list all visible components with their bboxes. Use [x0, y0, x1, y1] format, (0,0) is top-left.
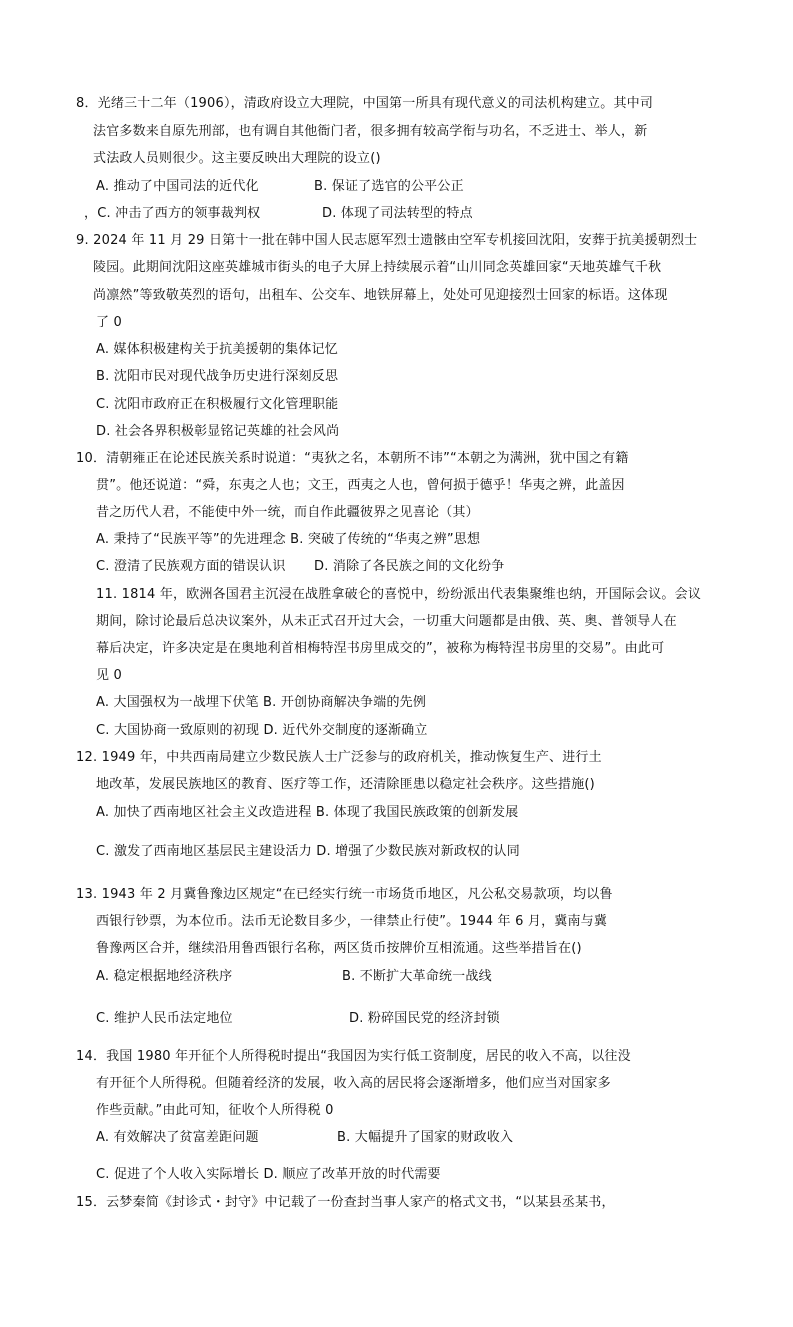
q9-option-d: D. 社会各界积极彰显铭记英雄的社会风尚 [96, 424, 340, 439]
q11-option-ab: A. 大国强权为一战埋下伏笔 B. 开创协商解决争端的先例 [96, 695, 427, 710]
q12-option-ab: A. 加快了西南地区社会主义改造进程 B. 体现了我国民族政策的创新发展 [96, 805, 519, 820]
q13-stem-line1: 13. 1943 年 2 月冀鲁豫边区规定“在已经实行统一市场货币地区，凡公私交易款项，均以鲁 [76, 887, 613, 902]
q9-option-a: A. 媒体积极建构关于抗美援朝的集体记忆 [96, 342, 338, 357]
q9-stem-line1: 9. 2024 年 11 月 29 日第十一批在韩中国人民志愿军烈士遗骸由空军专机接回沈阳，安葬于抗美援朝烈士 [76, 233, 698, 248]
q10-stem-line3: 昔之历代人君，不能使中外一统，而自作此疆彼界之见喜论（其） [96, 505, 479, 520]
q14-option-b: B. 大幅提升了国家的财政收入 [337, 1130, 514, 1145]
q9-option-c: C. 沈阳市政府正在积极履行文化管理职能 [96, 397, 339, 412]
q10-option-d: D. 消除了各民族之间的文化纷争 [314, 559, 505, 574]
q14-stem-line2: 有开征个人所得税。但随着经济的发展，收入高的居民将会逐渐增多，他们应当对国家多 [96, 1076, 611, 1091]
q8-option-a: A. 推动了中国司法的近代化 [96, 179, 259, 194]
q11-stem-line3: 幕后决定，许多决定是在奥地利首相梅特涅书房里成交的”，被称为梅特涅书房里的交易”。由此可 [96, 641, 665, 656]
q13-stem-line2: 西银行钞票，为本位币。法币无论数目多少，一律禁止行使”。1944 年 6 月，冀南与冀 [96, 914, 608, 929]
q15-stem-line1: 15．云梦秦简《封诊式・封守》中记载了一份查封当事人家产的格式文书，“以某县丞某书， [76, 1195, 615, 1210]
q8-option-b: B. 保证了选官的公平公正 [314, 179, 464, 194]
q11-option-cd: C. 大国协商一致原则的初现 D. 近代外交制度的逐渐确立 [96, 723, 428, 738]
q10-option-c: C. 澄清了民族观方面的错误认识 [96, 559, 286, 574]
q12-stem-line1: 12. 1949 年，中共西南局建立少数民族人士广泛参与的政府机关，推动恢复生产、进行土 [76, 750, 602, 765]
q8-option-c: ，C. 冲击了西方的领事裁判权 [84, 206, 261, 221]
q8-option-d: D. 体现了司法转型的特点 [322, 206, 473, 221]
q10-option-ab: A. 秉持了“民族平等”的先进理念 B. 突破了传统的“华夷之辨”思想 [96, 532, 481, 547]
q11-stem-line1: 11. 1814 年，欧洲各国君主沉浸在战胜拿破仑的喜悦中，纷纷派出代表集聚维也纳，开国际会议。会议 [96, 587, 702, 602]
q9-stem-line2: 陵园。此期间沈阳这座英雄城市街头的电子大屏上持续展示着“山川同念英雄回家“天地英雄气千秋 [93, 260, 662, 275]
q13-option-c: C. 维护人民币法定地位 [96, 1011, 233, 1026]
q12-stem-line2: 地改革，发展民族地区的教育、医疗等工作，还清除匪患以稳定社会秩序。这些措施() [96, 777, 595, 792]
q13-option-a: A. 稳定根据地经济秩序 [96, 969, 233, 984]
q11-stem-line4: 见 0 [96, 668, 123, 683]
q8-stem-line3: 式法政人员则很少。这主要反映出大理院的设立() [93, 151, 381, 166]
q9-option-b: B. 沈阳市民对现代战争历史进行深刻反思 [96, 369, 339, 384]
q9-stem-line3: 尚凛然”等致敬英烈的语句，出租车、公交车、地铁屏幕上，处处可见迎接烈士回家的标语。这体现 [93, 288, 668, 303]
q12-option-cd: C. 激发了西南地区基层民主建设活力 D. 增强了少数民族对新政权的认同 [96, 844, 520, 859]
q14-stem-line1: 14．我国 1980 年开征个人所得税时提出“我国因为实行低工资制度，居民的收入不高，以往没 [76, 1049, 631, 1064]
q11-stem-line2: 期间，除讨论最后总决议案外，从未正式召开过大会，一切重大问题都是由俄、英、奥、普领导人在 [96, 614, 677, 629]
q13-option-b: B. 不断扩大革命统一战线 [342, 969, 492, 984]
q13-option-d: D. 粉碎国民党的经济封锁 [349, 1011, 500, 1026]
q14-stem-line3: 作些贡献。”由此可知，征收个人所得税 0 [96, 1103, 334, 1118]
q8-stem-line2: 法官多数来自原先刑部，也有调自其他衙门者，很多拥有较高学衔与功名，不乏进士、举人，新 [93, 124, 648, 139]
q10-stem-line1: 10．清朝雍正在论述民族关系时说道：“夷狄之名，本朝所不讳”“本朝之为满洲，犹中国之有籍 [76, 451, 629, 466]
q10-stem-line2: 贯”。他还说道：“舜，东夷之人也；文王，西夷之人也，曾何损于德乎！华夷之辨，此盖因 [96, 478, 625, 493]
q9-stem-line4: 了 0 [96, 315, 123, 330]
q13-stem-line3: 鲁豫两区合并，继续沿用鲁西银行名称，两区货币按牌价互相流通。这些举措旨在() [96, 941, 582, 956]
q14-option-cd: C. 促进了个人收入实际增长 D. 顺应了改革开放的时代需要 [96, 1167, 441, 1182]
q14-option-a: A. 有效解决了贫富差距问题 [96, 1130, 259, 1145]
q8-stem-line1: 8．光绪三十二年（1906），清政府设立大理院，中国第一所具有现代意义的司法机构建立。其中司 [76, 96, 654, 111]
